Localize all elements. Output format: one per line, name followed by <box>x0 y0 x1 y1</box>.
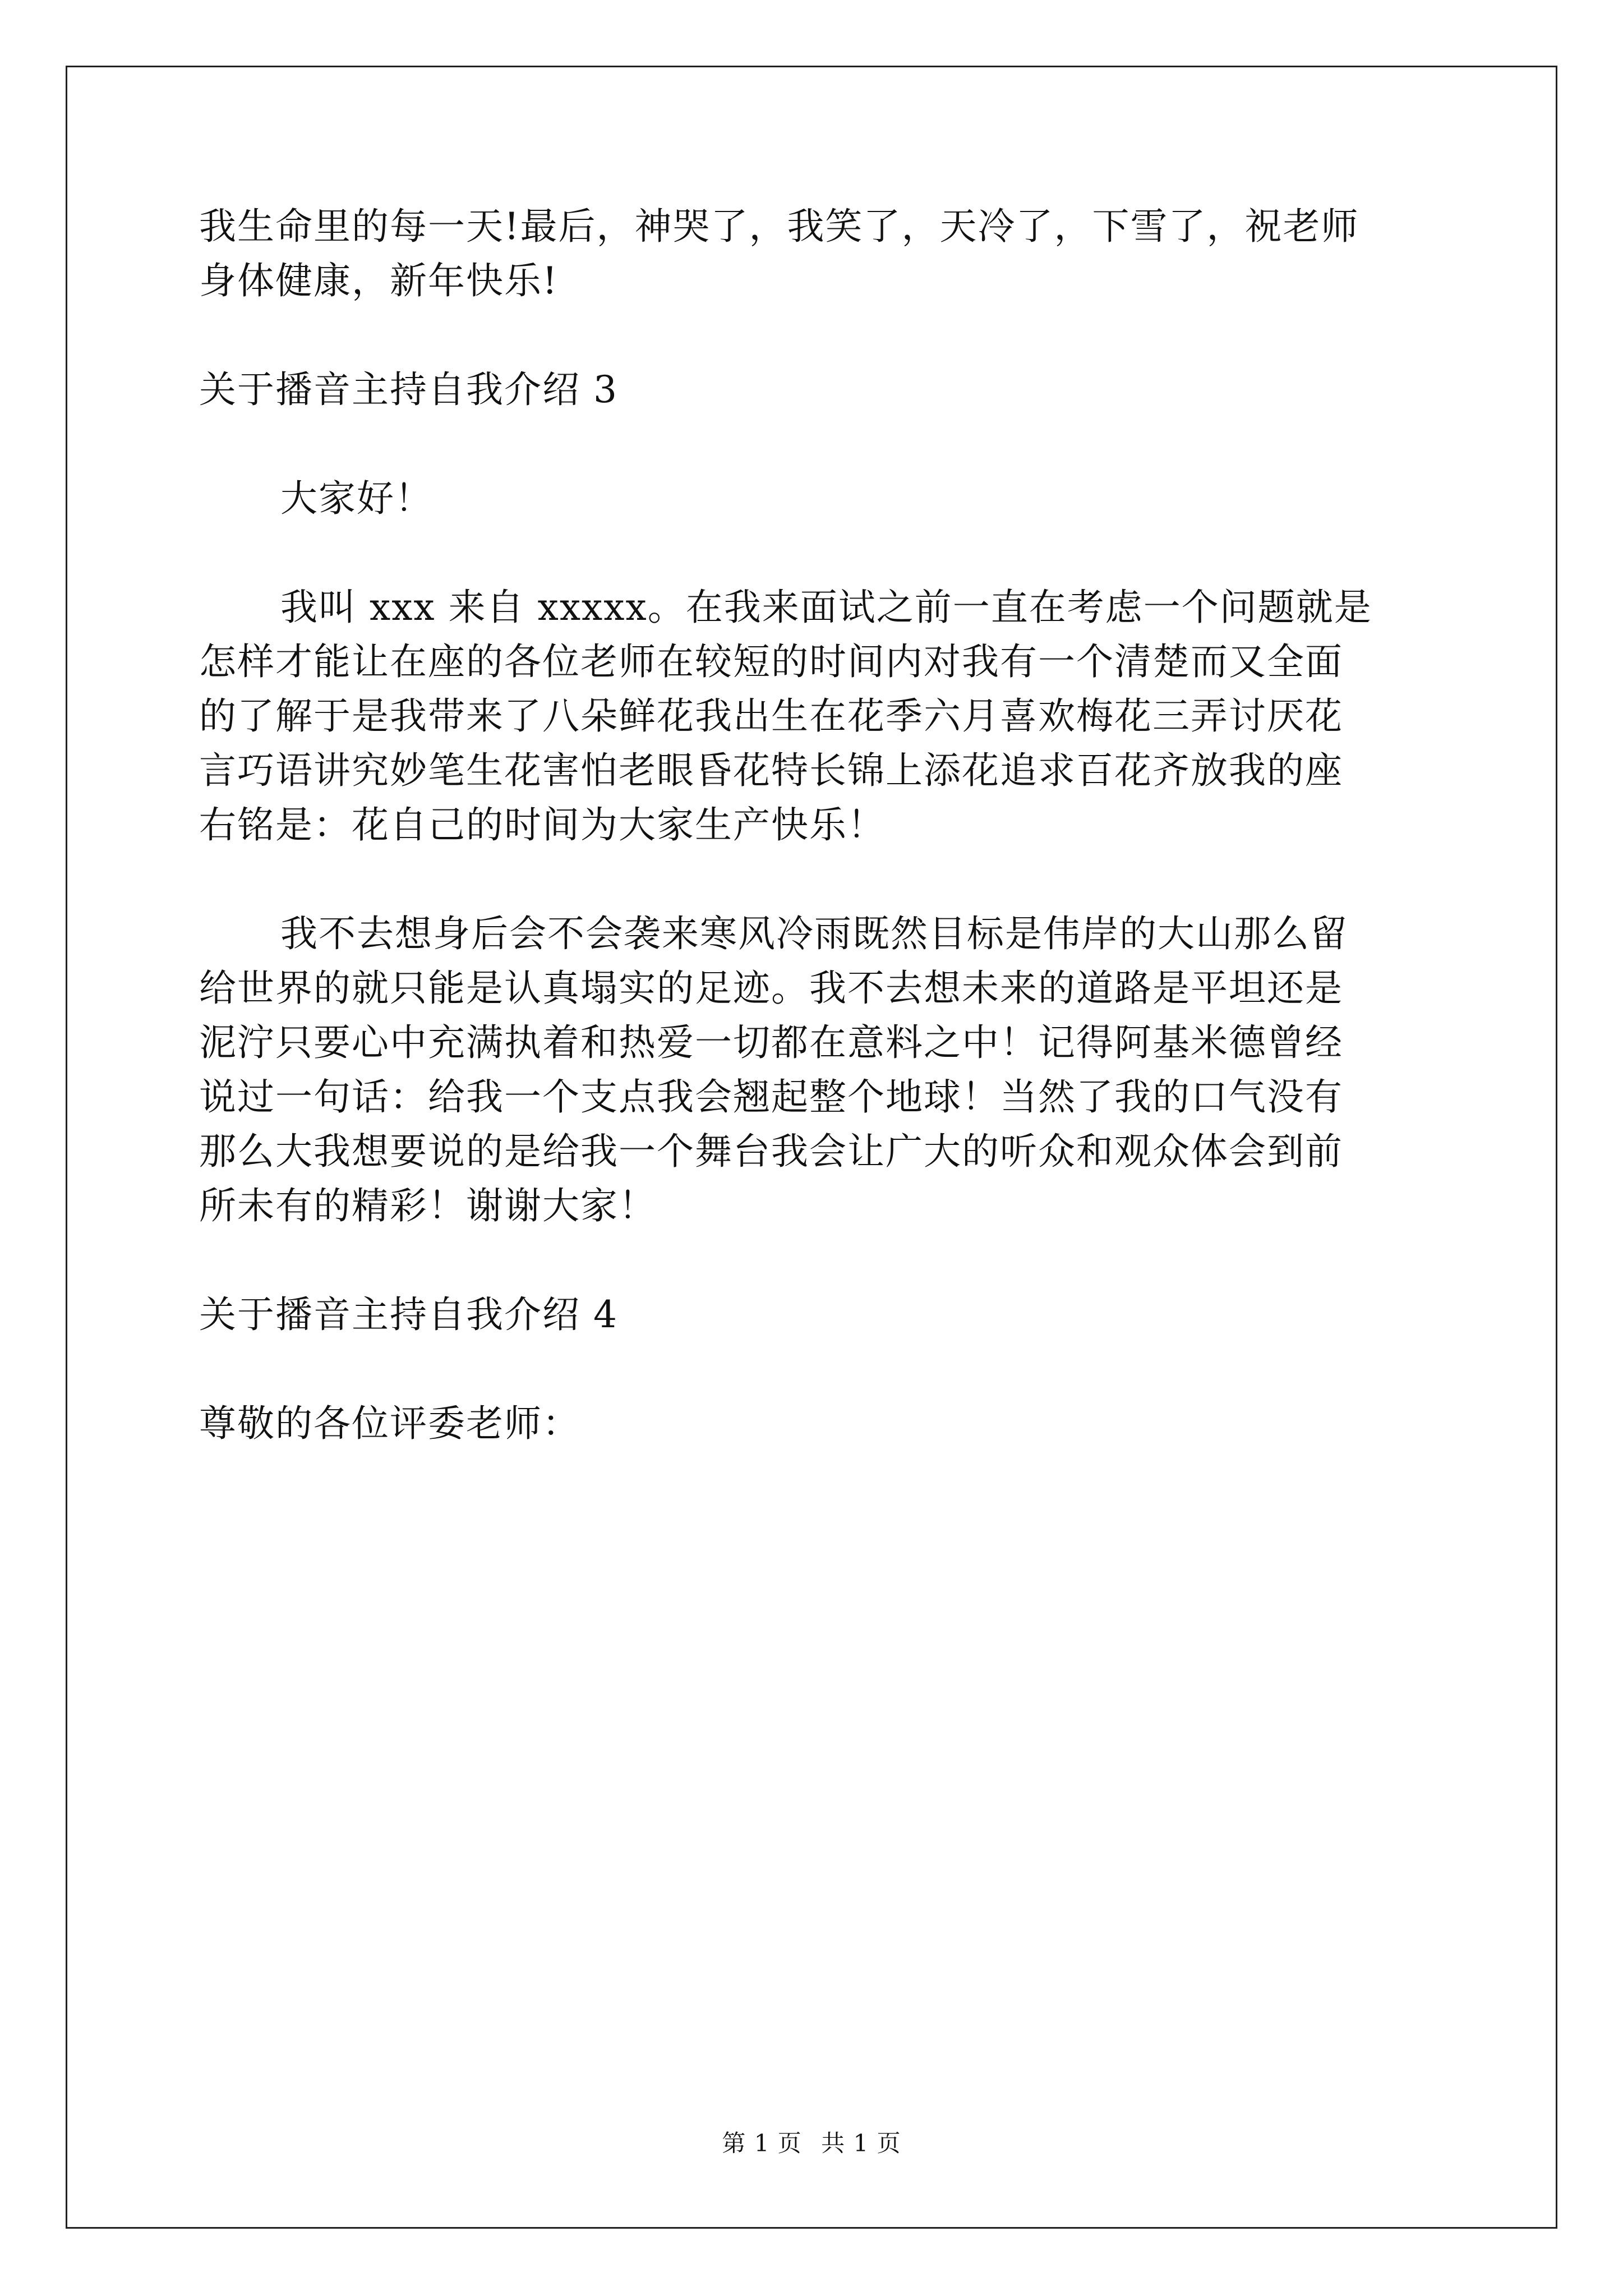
paragraph <box>199 580 1433 852</box>
text-line: 言巧语讲究妙笔生花害怕老眼昏花特长锦上添花追求百花齐放我的座 <box>199 749 1343 792</box>
text-line: 说过一句话：给我一个支点我会翘起整个地球！当然了我的口气没有 <box>199 1075 1343 1119</box>
document-body <box>199 199 1433 1505</box>
text-line: 我不去想身后会不会袭来寒风冷雨既然目标是伟岸的大山那么留 <box>280 912 1348 955</box>
text-line: 泥泞只要心中充满执着和热爱一切都在意料之中！记得阿基米德曾经 <box>199 1021 1343 1064</box>
text-line: 所未有的精彩！谢谢大家！ <box>199 1184 657 1227</box>
text-line: 大家好！ <box>280 477 433 520</box>
text-line: 给世界的就只能是认真塌实的足迹。我不去想未来的道路是平坦还是 <box>199 967 1343 1010</box>
section-heading <box>199 1287 1433 1342</box>
text-line: 的了解于是我带来了八朵鲜花我出生在花季六月喜欢梅花三弄讨厌花 <box>199 694 1343 738</box>
paragraph <box>199 199 1433 308</box>
text-line: 怎样才能让在座的各位老师在较短的时间内对我有一个清楚而又全面 <box>199 640 1343 683</box>
text-line: 我叫 xxx 来自 xxxxx。在我来面试之前一直在考虑一个问题就是 <box>280 586 1372 629</box>
paragraph <box>199 471 1433 526</box>
page-total: 共 1 页 <box>821 2129 901 2157</box>
heading-text: 关于播音主持自我介绍 3 <box>199 368 618 411</box>
text-line: 尊敬的各位评委老师： <box>199 1402 580 1445</box>
paragraph <box>199 907 1433 1233</box>
text-line: 身体健康，新年快乐! <box>199 259 559 302</box>
text-line: 我生命里的每一天!最后，神哭了，我笑了，天冷了，下雪了，祝老师 <box>199 205 1359 248</box>
page-number: 第 1 页 <box>722 2129 802 2157</box>
page-footer <box>0 2129 1623 2157</box>
text-line: 右铭是：花自己的时间为大家生产快乐！ <box>199 803 886 846</box>
paragraph <box>199 1396 1433 1451</box>
heading-text: 关于播音主持自我介绍 4 <box>199 1293 618 1336</box>
section-heading <box>199 362 1433 417</box>
text-line: 那么大我想要说的是给我一个舞台我会让广大的听众和观众体会到前 <box>199 1130 1343 1173</box>
